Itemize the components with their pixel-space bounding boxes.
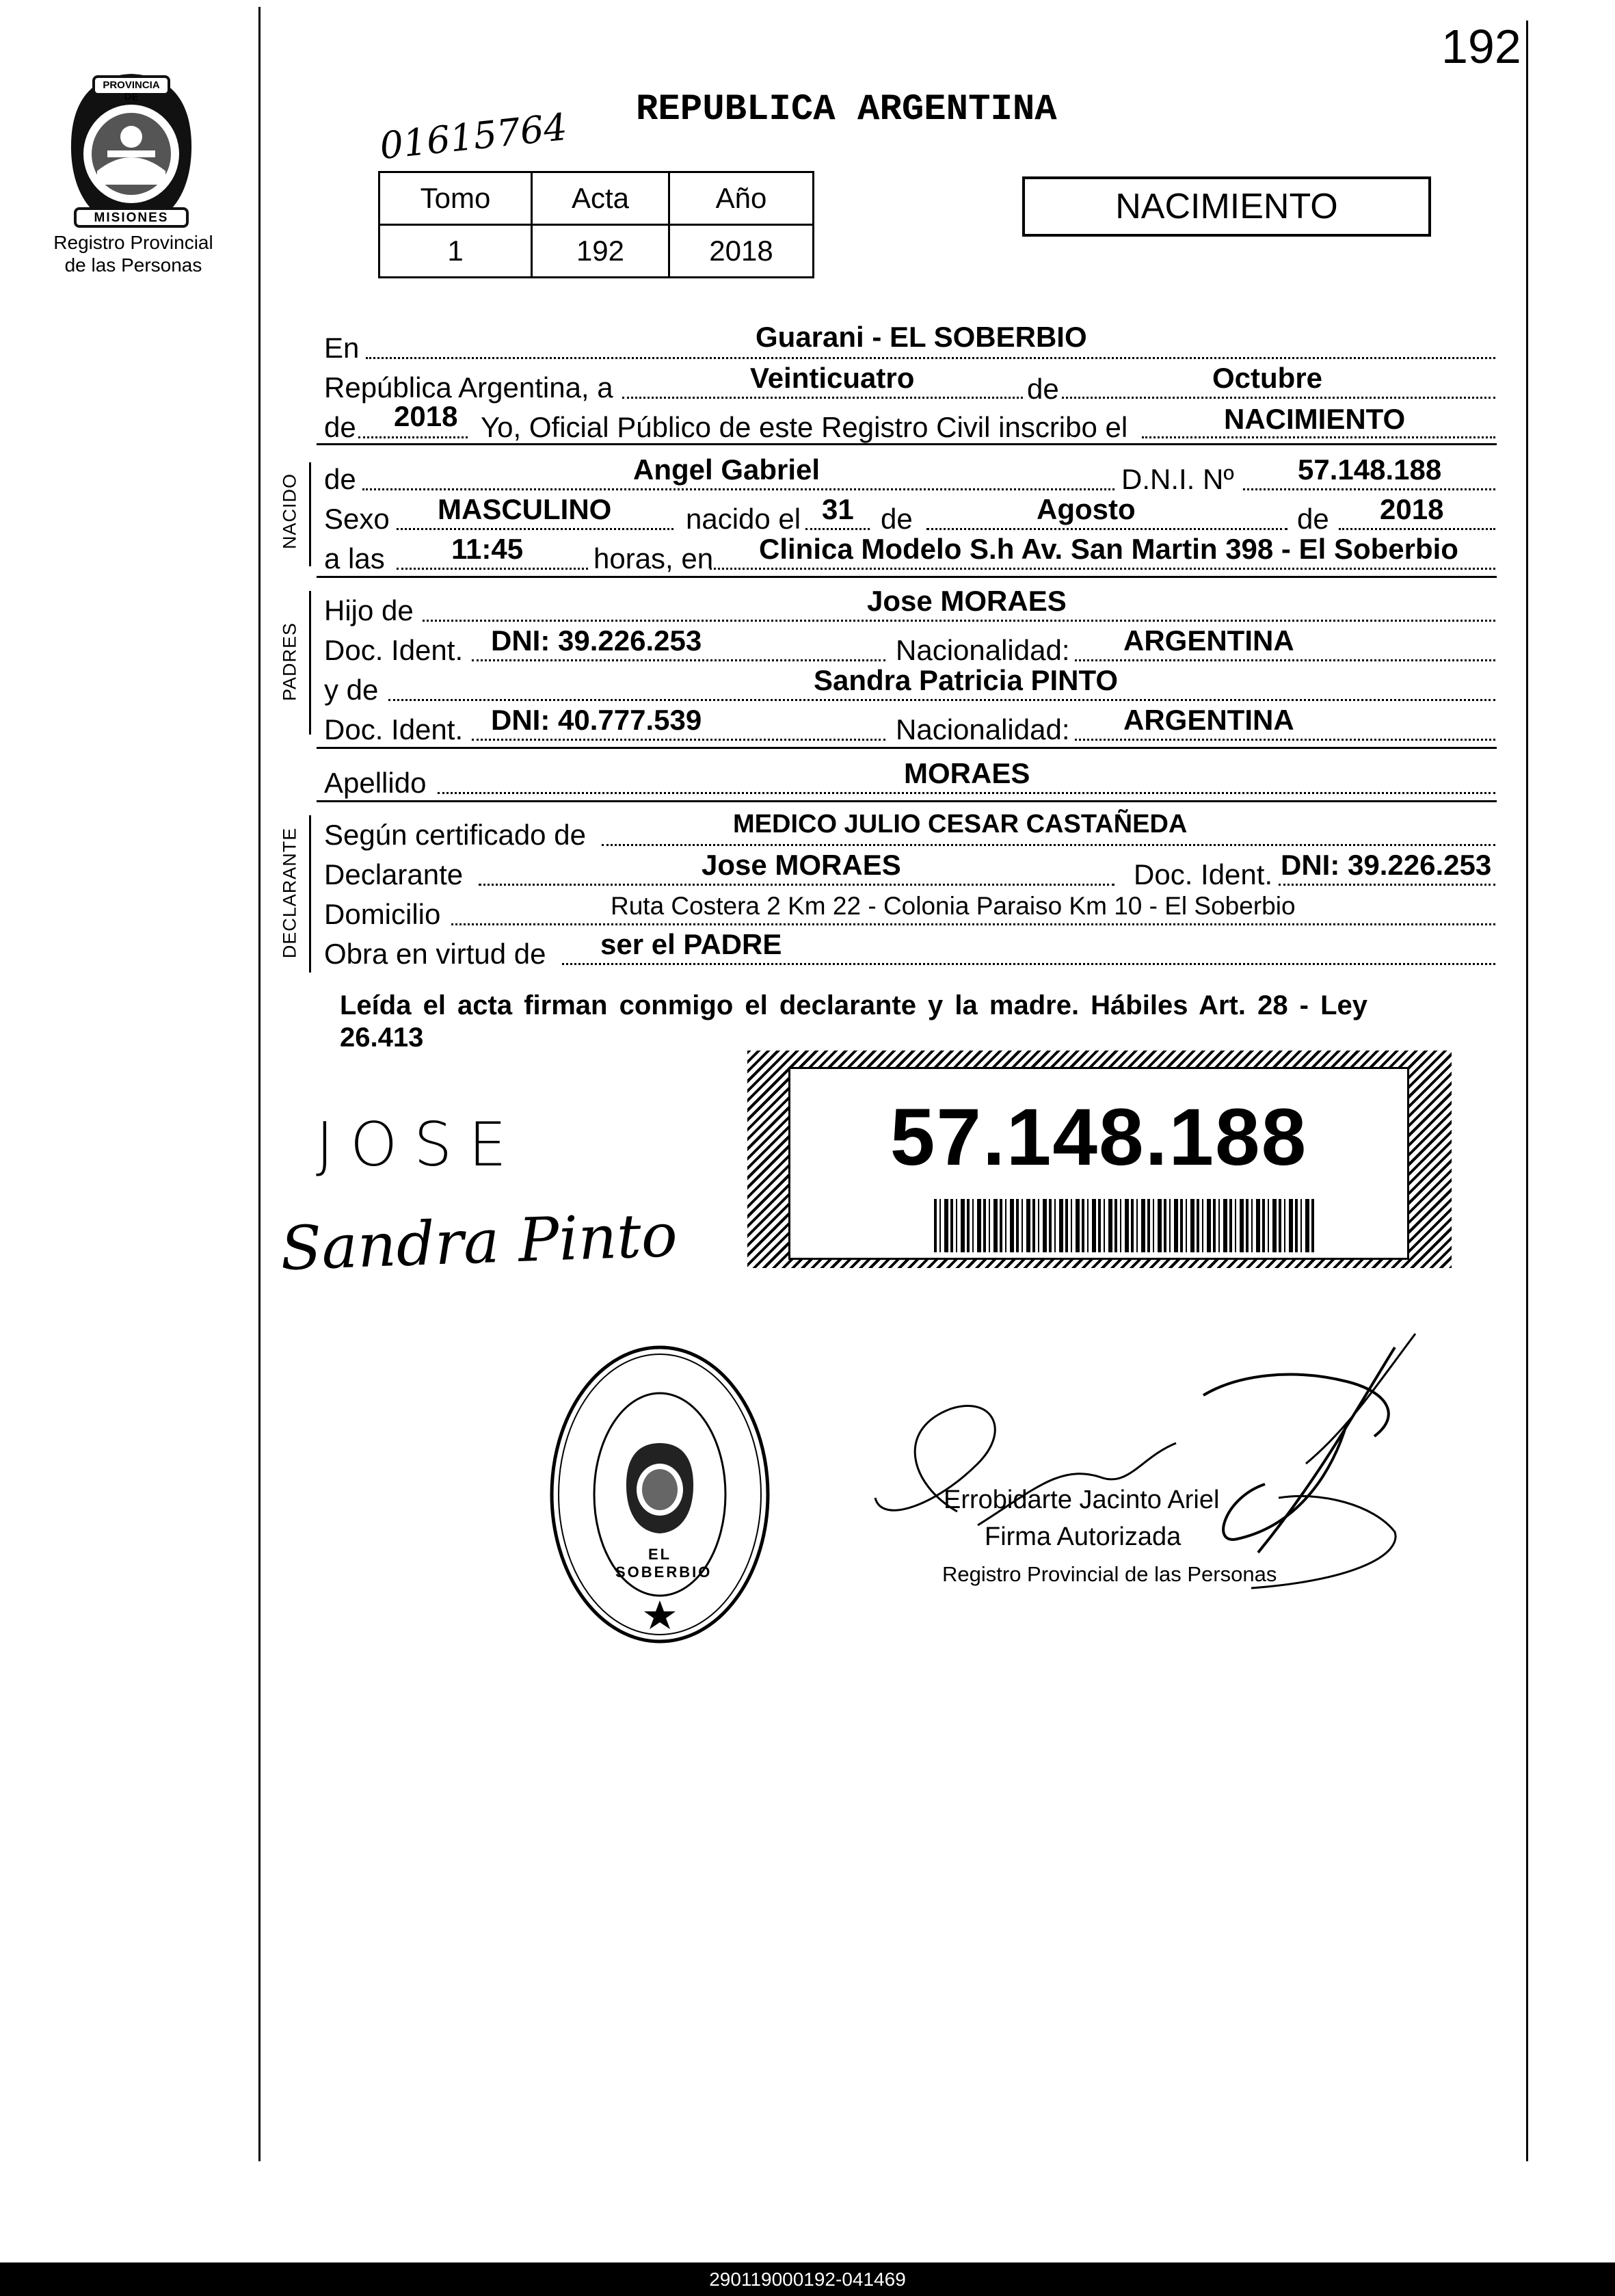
table-cell-tomo: 1 [379, 225, 532, 278]
table-row [379, 225, 814, 278]
closing-line-1: Leída el acta firman conmigo el declarante y la madre. Hábiles Art. 28 - Ley [340, 990, 1368, 1020]
father-nationality-value: ARGENTINA [1123, 624, 1294, 657]
sexo-label: Sexo [324, 503, 390, 535]
official-role: Firma Autorizada [985, 1522, 1182, 1551]
dotted-line [926, 528, 1287, 530]
de2-label: de [324, 411, 356, 443]
footer-code: 290119000192-041469 [709, 2269, 906, 2290]
oficial-text: Yo, Oficial Público de este Registro Civil inscribo el [481, 411, 1128, 443]
dotted-line [388, 699, 1495, 701]
dotted-line [1142, 436, 1495, 438]
birth-year-value: 2018 [1380, 493, 1444, 525]
dotted-line [451, 923, 1495, 925]
declarante-label: Declarante [324, 858, 464, 890]
section-divider [317, 576, 1497, 578]
page-number: 192 [1441, 20, 1521, 73]
footer-bar [0, 2262, 1615, 2296]
mother-nationality-value: ARGENTINA [1123, 704, 1294, 736]
doc-ident-label: Doc. Ident. [324, 634, 464, 666]
dotted-line [805, 528, 870, 530]
de-label: de [1024, 375, 1062, 404]
nacionalidad-label: Nacionalidad: [896, 634, 1070, 666]
certificate-value: MEDICO JULIO CESAR CASTAÑEDA [733, 810, 1188, 839]
logo-caption: Registro Provincial de las Personas [53, 232, 213, 276]
dotted-line [602, 844, 1495, 846]
logo-top-text: PROVINCIA DE [103, 79, 160, 103]
birth-place-value: Clinica Modelo S.h Av. San Martin 398 - El Soberbio [759, 533, 1458, 565]
section-label-declarante: DECLARANTE [279, 827, 300, 959]
dotted-line [362, 488, 1115, 490]
table-header-acta: Acta [532, 172, 669, 225]
obra-label: Obra en virtud de [324, 938, 546, 970]
declarant-doc-value: DNI: 39.226.253 [1281, 849, 1492, 881]
dotted-line [397, 528, 673, 530]
dotted-line [423, 620, 1495, 622]
right-margin-line [1526, 21, 1528, 2161]
child-dni-value: 57.148.188 [1298, 453, 1442, 486]
section-bracket [309, 462, 311, 566]
section-bracket [309, 591, 311, 735]
dotted-line [1339, 528, 1495, 530]
child-name-value: Angel Gabriel [633, 453, 820, 486]
dotted-line [472, 739, 885, 741]
logo-bottom-text: MISIONES [94, 211, 169, 225]
mother-doc-value: DNI: 40.777.539 [491, 704, 702, 736]
dotted-line [366, 357, 1495, 359]
table-header-ano: Año [669, 172, 814, 225]
horas-label: horas, en [593, 542, 714, 575]
section-bracket [309, 815, 311, 973]
record-type-box [1022, 176, 1431, 237]
official-name: Errobidarte Jacinto Ariel [944, 1486, 1220, 1514]
record-table [378, 171, 814, 278]
dni-sticker [747, 1051, 1452, 1268]
record-word-value: NACIMIENTO [1224, 403, 1406, 435]
month-value: Octubre [1212, 362, 1323, 394]
seal-inner-text: EL SOBERBIO [615, 1546, 712, 1581]
birth-month-value: Agosto [1037, 493, 1136, 525]
official-office: Registro Provincial de las Personas [942, 1562, 1277, 1586]
dni-sticker-number: 57.148.188 [890, 1092, 1308, 1183]
dotted-line [472, 659, 885, 661]
de-label: de [881, 503, 913, 535]
dotted-line [397, 568, 588, 570]
de-label: de [324, 463, 356, 495]
record-type-label: NACIMIENTO [1115, 187, 1338, 226]
dotted-line [1243, 488, 1495, 490]
dotted-line [1075, 739, 1495, 741]
republica-label: República Argentina, a [324, 371, 613, 404]
declarant-name-value: Jose MORAES [702, 849, 901, 881]
dotted-line [562, 963, 1495, 965]
father-name-value: Jose MORAES [867, 585, 1067, 617]
declarant-signature: JOSE [316, 1109, 523, 1180]
de-label: de [1297, 503, 1329, 535]
table-cell-acta: 192 [532, 225, 669, 278]
domicilio-value: Ruta Costera 2 Km 22 - Colonia Paraiso Km 10 - El Soberbio [611, 892, 1296, 920]
section-divider [317, 443, 1497, 445]
table-cell-ano: 2018 [669, 225, 814, 278]
certificado-label: Según certificado de [324, 819, 586, 851]
doc-ident-label: Doc. Ident. [324, 713, 464, 745]
dni-sticker-inner [788, 1067, 1409, 1260]
dotted-line [1279, 884, 1495, 886]
barcode-icon [934, 1199, 1317, 1252]
en-label: En [324, 332, 360, 364]
mother-name-value: Sandra Patricia PINTO [814, 664, 1119, 696]
dotted-line [358, 436, 468, 438]
dotted-line [1075, 659, 1495, 661]
dotted-line [710, 568, 1495, 570]
place-value: Guarani - EL SOBERBIO [756, 321, 1087, 353]
mother-signature: Sandra Pinto [279, 1199, 679, 1284]
nacido-label: nacido el [686, 503, 801, 535]
year-value: 2018 [394, 400, 458, 432]
alas-label: a las [324, 542, 385, 575]
dotted-line [479, 884, 1115, 886]
table-header-tomo: Tomo [379, 172, 532, 225]
obra-value: ser el PADRE [600, 928, 782, 960]
section-divider [317, 800, 1497, 802]
page-title: REPUBLICA ARGENTINA [636, 89, 1057, 131]
apellido-label: Apellido [324, 767, 427, 799]
section-label-nacido: NACIDO [279, 473, 300, 550]
province-logo [56, 68, 206, 233]
handwritten-reference: 01615764 [377, 105, 570, 168]
section-label-padres: PADRES [279, 622, 300, 702]
closing-line-2: 26.413 [340, 1022, 424, 1053]
sexo-value: MASCULINO [438, 493, 612, 525]
official-seal [547, 1341, 773, 1648]
doc-ident-label: Doc. Ident. [1134, 858, 1273, 890]
yde-label: y de [324, 674, 379, 706]
father-doc-value: DNI: 39.226.253 [491, 624, 702, 657]
dni-label: D.N.I. Nº [1121, 463, 1234, 495]
section-divider [317, 747, 1497, 749]
left-margin-line [258, 7, 261, 2161]
dotted-line [438, 792, 1495, 794]
domicilio-label: Domicilio [324, 898, 441, 930]
day-words-value: Veinticuatro [750, 362, 915, 394]
birth-time-value: 11:45 [451, 533, 524, 565]
apellido-value: MORAES [904, 757, 1030, 789]
nacionalidad-label: Nacionalidad: [896, 713, 1070, 745]
table-header-row [379, 172, 814, 225]
birth-day-value: 31 [822, 493, 854, 525]
hijo-label: Hijo de [324, 594, 414, 626]
